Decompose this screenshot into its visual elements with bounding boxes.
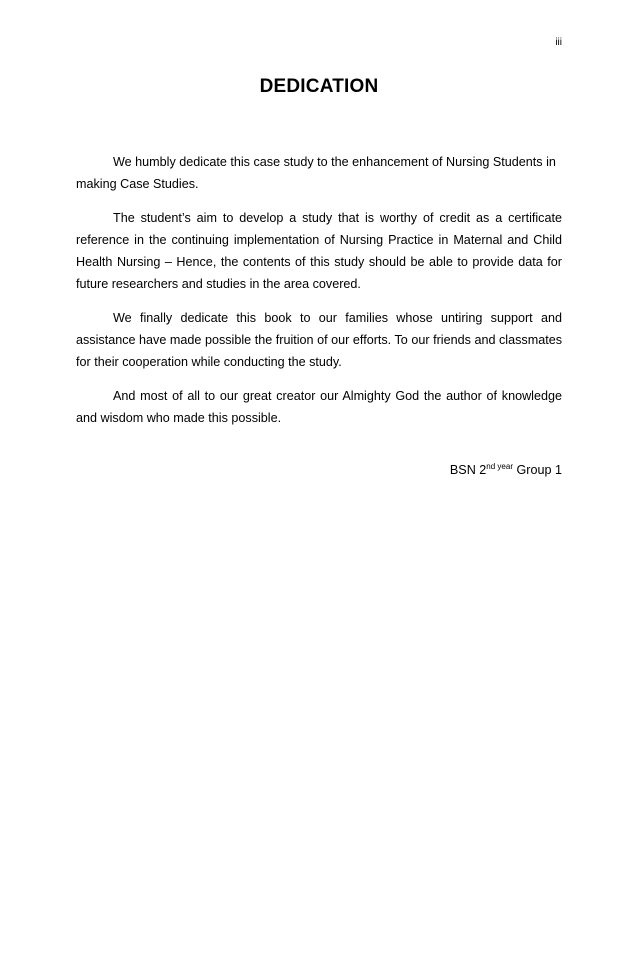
page-title: DEDICATION	[259, 76, 379, 97]
paragraph-2: The student’s aim to develop a study that is worthy of credit as a certificate reference in the continuing implementation of Nursing Practice in Maternal and Child Health Nursing – Hence, the contents of this study should be able to provide data for future researchers and studies in the area covered.	[76, 211, 562, 291]
signature-suffix: Group 1	[512, 463, 562, 477]
page-number: iii	[555, 37, 562, 48]
signature-prefix: BSN 2	[449, 463, 487, 477]
paragraph-3: We finally dedicate this book to our families whose untiring support and assistance have made possible the fruition of our efforts. To our friends and classmates for their cooperation while conducting the study.	[76, 311, 562, 369]
paragraph-4: And most of all to our great creator our Almighty God the author of knowledge and wisdom who made this possible.	[76, 389, 562, 425]
paragraph-1: We humbly dedicate this case study to the enhancement of Nursing Students in making Case Studies.	[76, 155, 556, 191]
signature-superscript: nd year	[486, 462, 513, 471]
dedication-body	[76, 151, 562, 441]
signature	[450, 463, 562, 477]
